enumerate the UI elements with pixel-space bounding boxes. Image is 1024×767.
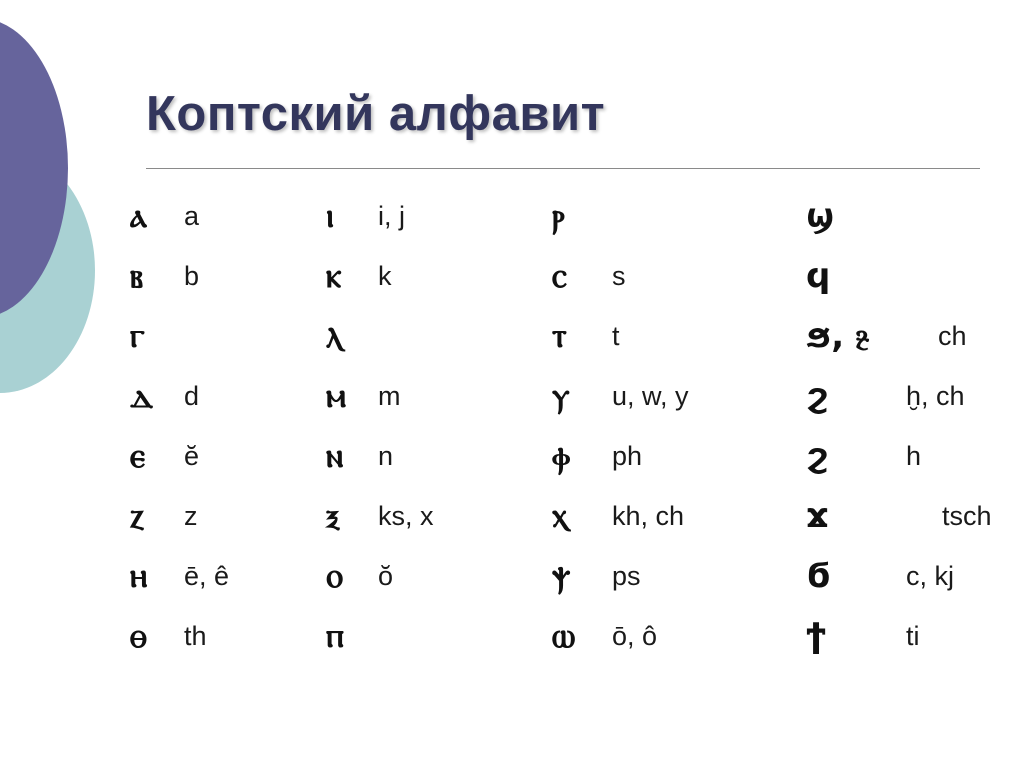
coptic-letter: ϧ, ⳉ — [806, 316, 870, 356]
transliteration: th — [184, 621, 207, 651]
transliteration: d — [184, 381, 200, 411]
coptic-letter: ⲱ — [552, 616, 576, 656]
coptic-letter: ⲗ — [326, 316, 343, 356]
coptic-letter: ⲥ — [552, 256, 567, 296]
page-title: Коптский алфавит — [146, 87, 606, 141]
coptic-letter: ⲟ — [326, 556, 343, 596]
transliteration: z — [184, 501, 198, 531]
transliteration: ō, ô — [612, 621, 658, 651]
transliteration: a — [184, 201, 200, 231]
transliteration: t — [612, 321, 620, 351]
transliteration: tsch — [942, 501, 992, 531]
coptic-letter: ⲁ — [130, 196, 147, 236]
coptic-letter: ⲏ — [130, 556, 148, 596]
coptic-letter: ϣ — [806, 196, 835, 236]
coptic-letter: ϩ — [806, 376, 829, 416]
transliteration: c, kj — [906, 561, 955, 591]
transliteration: m — [378, 381, 401, 411]
coptic-letter: ⲅ — [130, 316, 145, 356]
coptic-letter: ⲛ — [326, 436, 344, 476]
coptic-letter: ⲡ — [326, 616, 344, 656]
coptic-letter: ⲑ — [130, 616, 147, 656]
transliteration: ch — [938, 321, 967, 351]
coptic-letter: ⲕ — [326, 256, 342, 296]
coptic-letter: ϥ — [806, 256, 831, 296]
coptic-letter: ⲍ — [130, 496, 144, 536]
coptic-letter: ⲫ — [552, 436, 571, 476]
coptic-letter: ⲧ — [552, 316, 567, 356]
coptic-letter: ⲝ — [326, 496, 339, 536]
transliteration: ē, ê — [184, 561, 230, 591]
transliteration: s — [612, 261, 626, 291]
transliteration: i, j — [378, 201, 405, 231]
coptic-letter: ⲣ — [552, 196, 565, 236]
coptic-letter: ⲉ — [130, 436, 146, 476]
transliteration: ps — [612, 561, 641, 591]
coptic-letter: ⲃ — [130, 256, 143, 296]
transliteration: n — [378, 441, 394, 471]
coptic-letter: ϫ — [806, 496, 829, 536]
coptic-letter: ϭ — [806, 556, 831, 596]
transliteration: ḫ, ch — [906, 381, 965, 411]
transliteration: ti — [906, 621, 920, 651]
transliteration: ks, x — [378, 501, 434, 531]
transliteration: h — [906, 441, 922, 471]
coptic-letter: ⲓ — [326, 196, 335, 236]
transliteration: k — [378, 261, 392, 291]
coptic-letter: ⲇ — [130, 376, 154, 416]
transliteration: b — [184, 261, 200, 291]
coptic-letter: ⲩ — [552, 376, 570, 416]
transliteration: ŏ — [378, 561, 394, 591]
coptic-letter: ⲭ — [552, 496, 568, 536]
transliteration: kh, ch — [612, 501, 685, 531]
transliteration: ph — [612, 441, 643, 471]
transliteration: ĕ — [184, 441, 200, 471]
coptic-letter: ⲯ — [552, 556, 571, 596]
coptic-letter: ϩ — [806, 436, 829, 476]
transliteration: u, w, y — [612, 381, 689, 411]
coptic-letter: ⲙ — [326, 376, 347, 416]
coptic-letter: ϯ — [806, 616, 827, 656]
